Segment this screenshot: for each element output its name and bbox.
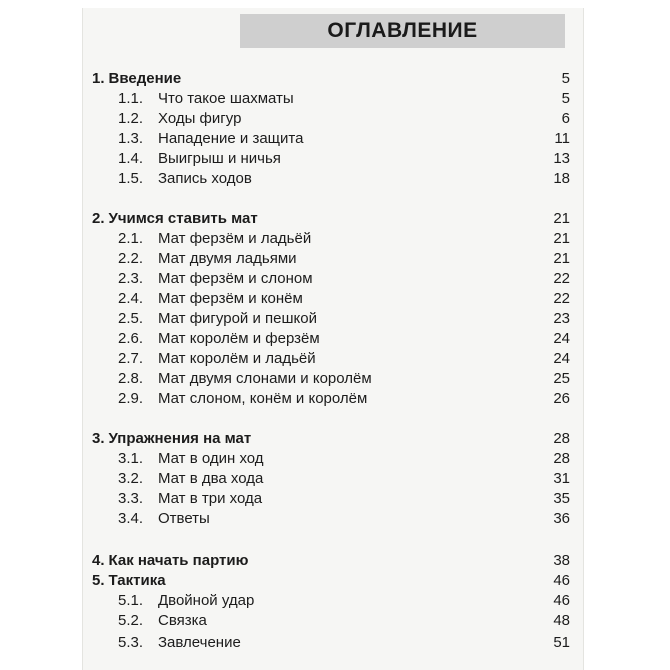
toc-page-number: 24 [553,330,570,347]
toc-entry-number: 2.4. [118,290,144,307]
toc-page-number: 28 [553,450,570,467]
toc-entry-title: Мат в два хода [158,470,264,487]
toc-section-row [92,68,570,88]
toc-subsection-row [92,108,570,128]
dot-leader [317,230,546,248]
toc-entry-number: 2.7. [118,350,144,367]
toc-page-number: 23 [553,310,570,327]
toc-entry-number: 2.2. [118,250,144,267]
toc-subsection-row [92,228,570,248]
toc-subsection-row [92,308,570,328]
toc-entry-title: Как начать партию [108,552,249,569]
toc-page-number: 18 [553,170,570,187]
toc-page-number: 22 [553,290,570,307]
toc-entry-number: 4. [92,552,105,569]
toc-entry-title: Тактика [108,572,166,589]
dot-leader [213,612,546,630]
toc-entry-title: Мат ферзём и слоном [158,270,313,287]
toc-entry-number: 2. [92,210,105,227]
toc-entry-title: Мат ферзём и конём [158,290,303,307]
toc-page-number: 5 [561,90,570,107]
toc-page-number: 28 [553,430,570,447]
toc-entry-number: 2.9. [118,390,144,407]
toc-section-row [92,208,570,228]
toc-entry-number: 1.2. [118,110,144,127]
toc-entry-title: Упражнения на мат [108,430,252,447]
toc-entry-number: 3.3. [118,490,144,507]
dot-leader [378,370,546,388]
toc-entry-title: Запись ходов [158,170,252,187]
dot-leader [254,552,546,570]
toc-entry-title: Ответы [158,510,210,527]
toc-page-number: 24 [553,350,570,367]
toc-entry-title: Ходы фигур [158,110,242,127]
toc-entry-title: Мат королём и ладьёй [158,350,316,367]
toc-section-row [92,570,570,590]
toc-subsection-row [92,148,570,168]
toc-subsection-row [92,88,570,108]
toc-entry-number: 3. [92,430,105,447]
dot-leader [268,490,546,508]
dot-leader [287,150,546,168]
toc-entry-number: 1.1. [118,90,144,107]
dot-leader [264,210,546,228]
toc-page-number: 31 [553,470,570,487]
dot-leader [303,250,546,268]
toc-page-number: 38 [553,552,570,569]
toc-entry-title: Мат фигурой и пешкой [158,310,317,327]
toc-subsection-row [92,348,570,368]
toc-page-number: 21 [553,210,570,227]
toc-page-number: 11 [554,130,570,147]
toc-section-row [92,550,570,570]
toc-page-number: 36 [553,510,570,527]
toc-entry-title: Мат в один ход [158,450,264,467]
toc-subsection-row [92,632,570,652]
toc-page-number: 48 [553,612,570,629]
dot-leader [319,270,546,288]
toc-subsection-row [92,388,570,408]
toc-entry-number: 2.8. [118,370,144,387]
toc-page-number: 26 [553,390,570,407]
toc-subsection-row [92,448,570,468]
toc-entry-number: 2.1. [118,230,144,247]
toc-entry-title: Мат королём и ферзём [158,330,320,347]
toc-page-number: 25 [553,370,570,387]
toc-entry-title: Мат в три хода [158,490,263,507]
dot-leader [326,330,546,348]
toc-entry-number: 2.3. [118,270,144,287]
toc-page-number: 35 [553,490,570,507]
toc-entry-number: 1.4. [118,150,144,167]
toc-section-row [92,428,570,448]
dot-leader [270,450,546,468]
dot-leader [258,170,546,188]
dot-leader [257,430,546,448]
toc-entry-title: Двойной удар [158,592,255,609]
toc-page-number: 51 [553,634,570,651]
toc-page-number: 13 [553,150,570,167]
toc-subsection-row [92,288,570,308]
toc-entry-number: 2.5. [118,310,144,327]
toc-page-number: 21 [553,230,570,247]
toc-page-number: 46 [553,592,570,609]
toc-entry-title: Что такое шахматы [158,90,294,107]
toc-subsection-row [92,508,570,528]
toc-page-number: 5 [561,70,570,87]
toc-entry-title: Мат двумя ладьями [158,250,297,267]
toc-entry-title: Нападение и защита [158,130,304,147]
toc-entry-number: 5. [92,572,105,589]
toc-page-number: 46 [553,572,570,589]
toc-entry-title: Мат слоном, конём и королём [158,390,368,407]
toc-entry-number: 3.1. [118,450,144,467]
toc-entry-number: 3.4. [118,510,144,527]
toc-subsection-row [92,590,570,610]
dot-leader [309,290,546,308]
dot-leader [216,510,546,528]
toc-entry-number: 5.1. [118,592,144,609]
toc-subsection-row [92,128,570,148]
dot-leader [309,130,546,148]
toc-entry-number: 5.2. [118,612,144,629]
dot-leader [269,470,546,488]
toc-entry-title: Введение [108,70,182,87]
toc-entry-title: Связка [158,612,207,629]
toc-entry-number: 1.3. [118,130,144,147]
dot-leader [322,350,546,368]
dot-leader [247,110,546,128]
dot-leader [323,310,546,328]
toc-subsection-row [92,488,570,508]
toc-entry-number: 2.6. [118,330,144,347]
toc-entry-title: Учимся ставить мат [108,210,258,227]
toc-subsection-row [92,468,570,488]
toc-entry-title: Выигрыш и ничья [158,150,281,167]
toc-subsection-row [92,610,570,630]
toc-subsection-row [92,168,570,188]
toc-entry-title: Завлечение [158,634,241,651]
toc-entry-number: 1. [92,70,105,87]
dot-leader [260,592,546,610]
toc-page-number: 21 [553,250,570,267]
dot-leader [172,572,546,590]
toc-entry-number: 3.2. [118,470,144,487]
toc-subsection-row [92,248,570,268]
toc-entry-number: 5.3. [118,634,144,651]
dot-leader [247,634,546,652]
toc-subsection-row [92,328,570,348]
toc-entry-number: 1.5. [118,170,144,187]
toc-entry-title: Мат ферзём и ладьёй [158,230,312,247]
dot-leader [187,70,546,88]
contents-title: ОГЛАВЛЕНИЕ [240,14,565,48]
toc-entry-title: Мат двумя слонами и королём [158,370,372,387]
toc-page-number: 22 [553,270,570,287]
toc-page-number: 6 [561,110,570,127]
toc-subsection-row [92,368,570,388]
toc-subsection-row [92,268,570,288]
dot-leader [373,390,546,408]
dot-leader [300,90,546,108]
